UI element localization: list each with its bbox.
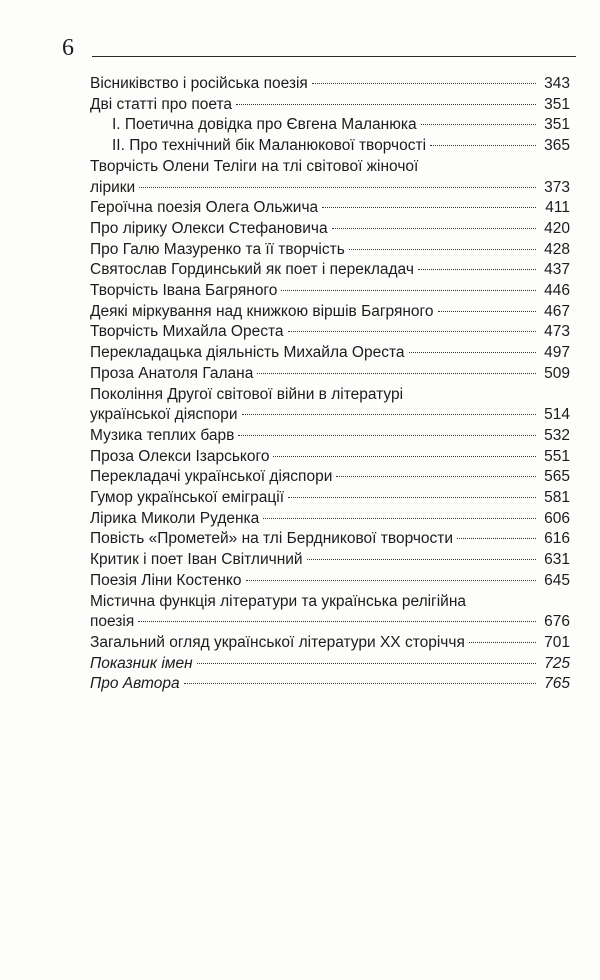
toc-entry-page: 725 <box>544 654 570 672</box>
toc-entry-page: 343 <box>544 75 570 92</box>
toc-entry-title: поезія <box>90 613 135 631</box>
toc-entry-page: 365 <box>544 137 570 155</box>
toc-entry <box>90 654 570 675</box>
toc-entry-page: 631 <box>544 551 570 569</box>
dot-leader <box>184 683 536 684</box>
toc-entry-title: Показник імен <box>90 654 193 672</box>
toc-entry <box>90 322 570 343</box>
dot-leader <box>246 580 536 581</box>
toc-entry-title: Про лірику Олекси Стефановича <box>90 219 328 237</box>
toc-entry-page: 351 <box>544 116 570 134</box>
toc-entry <box>90 447 570 468</box>
toc-entry-title: Творчість Івана Багряного <box>90 282 278 300</box>
toc-entry-page: 428 <box>544 240 570 258</box>
toc-entry <box>90 633 570 654</box>
toc-entry-title: Критик і поет Іван Світличний <box>90 551 303 569</box>
toc-entry <box>90 115 570 136</box>
toc-entry <box>90 281 570 302</box>
toc-entry-title-first-line: Містична функція літератури та українська релігійна <box>90 592 466 610</box>
toc-entry-title: Про Автора <box>90 675 180 693</box>
toc-entry-page: 616 <box>544 530 570 548</box>
toc-entry <box>90 509 570 530</box>
toc-entry <box>90 674 570 695</box>
toc-entry <box>90 529 570 550</box>
page-number: 6 <box>62 35 74 61</box>
toc-entry-title: Перекладацька діяльність Михайла Ореста <box>90 344 405 362</box>
toc-entry-page: 581 <box>544 489 570 507</box>
toc-entry <box>90 343 570 364</box>
toc-entry-title: лірики <box>90 178 136 196</box>
dot-leader <box>273 456 536 457</box>
dot-leader <box>418 269 536 270</box>
toc-entry <box>90 95 570 116</box>
toc-entry-page: 565 <box>544 468 570 486</box>
toc-entry <box>90 219 570 240</box>
toc-entry <box>90 426 570 447</box>
dot-leader <box>438 311 537 312</box>
dot-leader <box>197 663 536 664</box>
toc-entry-page: 514 <box>544 406 570 424</box>
dot-leader <box>257 373 536 374</box>
dot-leader <box>238 435 536 436</box>
dot-leader <box>138 621 536 622</box>
toc-entry <box>90 592 570 633</box>
toc-entry-page: 551 <box>544 447 570 465</box>
toc-entry <box>90 467 570 488</box>
dot-leader <box>349 249 536 250</box>
dot-leader <box>336 476 536 477</box>
dot-leader <box>469 642 536 643</box>
toc-entry-title: II. Про технічний бік Маланюкової творчості <box>112 137 427 155</box>
dot-leader <box>236 104 536 105</box>
dot-leader <box>281 290 536 291</box>
toc-entry-page: 420 <box>544 219 570 237</box>
toc-entry-title-first-line: Творчість Олени Теліги на тлі світової жіночої <box>90 157 419 175</box>
toc-entry-page: 467 <box>544 302 570 320</box>
toc-entry-page: 373 <box>544 178 570 196</box>
toc-entry <box>90 136 570 157</box>
toc-entry <box>90 385 570 426</box>
toc-entry-title: Дві статті про поета <box>90 95 232 113</box>
toc-entry-page: 532 <box>544 426 570 444</box>
toc-entry-page: 645 <box>544 571 570 589</box>
toc-entry-page: 446 <box>544 282 570 300</box>
toc-entry-title: української діяспори <box>90 406 238 424</box>
toc-entry-title-first-line: Покоління Другої світової війни в літературі <box>90 385 404 403</box>
toc-entry-title: Героїчна поезія Олега Ольжича <box>90 199 319 217</box>
toc-entry <box>90 550 570 571</box>
toc-entry <box>90 157 570 198</box>
dot-leader <box>421 124 536 125</box>
dot-leader <box>430 145 536 146</box>
toc-entry-page: 701 <box>544 633 570 651</box>
toc-entry-title: Поезія Ліни Костенко <box>90 571 242 589</box>
toc-entry <box>90 364 570 385</box>
toc-entry-title: Лірика Миколи Руденка <box>90 509 260 527</box>
toc-entry-title: Повість «Прометей» на тлі Бердникової творчости <box>90 530 454 548</box>
header-rule <box>92 56 576 57</box>
toc-entry-title: Святослав Гординський як поет і перекладач <box>90 261 414 279</box>
dot-leader <box>457 538 536 539</box>
dot-leader <box>307 559 536 560</box>
toc-entry-title: Проза Олекси Ізарського <box>90 447 270 465</box>
table-of-contents <box>90 74 570 695</box>
toc-entry-title: Гумор української еміграції <box>90 489 285 507</box>
toc-entry-title: I. Поетична довідка про Євгена Маланюка <box>112 116 417 134</box>
toc-entry <box>90 74 570 95</box>
toc-entry-page: 765 <box>544 675 570 693</box>
toc-entry-title: Музика теплих барв <box>90 426 235 444</box>
toc-entry-page: 411 <box>545 199 570 217</box>
dot-leader <box>322 207 536 208</box>
toc-entry <box>90 488 570 509</box>
dot-leader <box>312 83 536 84</box>
toc-entry-title: Про Галю Мазуренко та її творчість <box>90 240 345 258</box>
toc-entry-title: Загальний огляд української літератури XX сторіччя <box>90 633 465 651</box>
dot-leader <box>288 497 536 498</box>
toc-entry <box>90 302 570 323</box>
dot-leader <box>242 414 536 415</box>
toc-entry <box>90 240 570 261</box>
toc-entry-page: 497 <box>544 344 570 362</box>
toc-entry-page: 606 <box>544 509 570 527</box>
dot-leader <box>332 228 536 229</box>
toc-entry-title: Деякі міркування над книжкою віршів Багряного <box>90 302 434 320</box>
toc-entry-page: 509 <box>544 364 570 382</box>
toc-entry-page: 473 <box>544 323 570 341</box>
toc-entry-title: Вісниківство і російська поезія <box>90 75 308 92</box>
toc-entry-page: 351 <box>544 95 570 113</box>
toc-entry-title: Творчість Михайла Ореста <box>90 323 284 341</box>
dot-leader <box>139 187 536 188</box>
toc-entry-page: 676 <box>544 613 570 631</box>
toc-entry-title: Перекладачі української діяспори <box>90 468 333 486</box>
dot-leader <box>409 352 536 353</box>
toc-entry <box>90 260 570 281</box>
toc-entry <box>90 571 570 592</box>
toc-entry-title: Проза Анатоля Галана <box>90 364 254 382</box>
dot-leader <box>263 518 536 519</box>
toc-entry <box>90 198 570 219</box>
dot-leader <box>288 331 537 332</box>
toc-entry-page: 437 <box>544 261 570 279</box>
